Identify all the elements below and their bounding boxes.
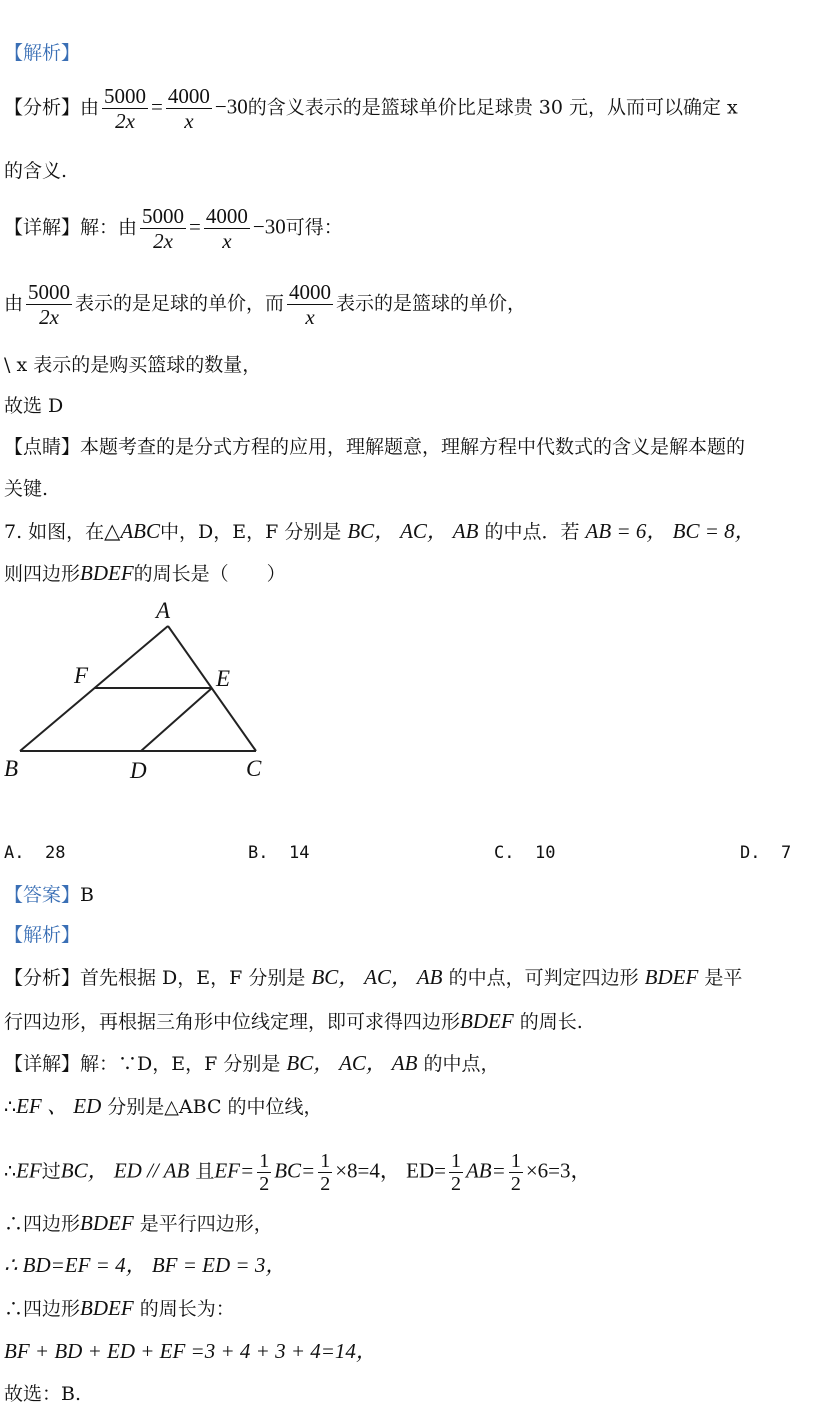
answer-line xyxy=(4,882,94,908)
option-b[interactable]: B. 14 xyxy=(248,843,310,863)
answer-label: 【答案】 xyxy=(4,884,81,906)
detail-line-3: \ x 表示的是购买篮球的数量， xyxy=(4,354,262,376)
label-b: B xyxy=(4,756,19,781)
detail-2-line-4: ∴四边形BDEF 是平行四边形， xyxy=(4,1211,273,1235)
fraction-5000-2x: $\frac{5000}{2x}$ xyxy=(104,84,147,133)
detail-line-2: 由 $\frac{5000}{2x}$ 表示的是足球的单价，而 $\frac{4000}{x}$ 表示的是篮球的单价， xyxy=(4,280,527,329)
section-label: 【点睛】 xyxy=(4,436,81,458)
question-7-line-2: 则四边形BDEF的周长是（ ） xyxy=(4,561,286,585)
section-label: 【分析】 xyxy=(4,96,81,119)
analysis-2-line-1: 【分析】首先根据 D，E，F 分别是 BC， AC， AB 的中点，可判定四边形 BDEF 是平 xyxy=(4,965,743,989)
detail-paragraph-1: 【详解】解：由 $\frac{5000}{2x}$ = $\frac{4000}{x}$ −30可得： xyxy=(4,204,343,253)
option-c[interactable]: C. 10 xyxy=(494,843,556,863)
detail-2-line-6: ∴四边形BDEF 的周长为： xyxy=(4,1296,235,1320)
detail-line-4: 故选 D xyxy=(4,395,64,417)
label-d: D xyxy=(130,758,147,783)
label-c: C xyxy=(246,756,262,781)
option-a[interactable]: A. 28 xyxy=(4,843,66,863)
analysis-2-line-2: 行四边形，再根据三角形中位线定理，即可求得四边形BDEF 的周长. xyxy=(4,1009,583,1033)
option-d[interactable]: D. 7 xyxy=(740,843,792,863)
analysis-header-2: 【解析】 xyxy=(4,924,81,946)
side-ab xyxy=(20,626,168,751)
label-f: F xyxy=(74,663,89,688)
question-7-line-1: 7. 如图，在△ABC中，D，E，F 分别是 BC， AC， AB 的中点．若 AB = 6， BC = 8， xyxy=(4,519,756,543)
detail-2-line-3: ∴EF过BC， ED // AB 且EF= $\frac{1}{2}$ BC= $\frac{1}{2}$ ×8=4， ED= $\frac{1}{2}$ AB= $\frac{1}{2}$ ×6=3， xyxy=(4,1150,592,1195)
detail-2-line-5: ∴ BD=EF = 4， BF = ED = 3， xyxy=(4,1253,287,1277)
detail-2-line-1: 【详解】解：∵D，E，F 分别是 BC， AC， AB 的中点， xyxy=(4,1051,500,1075)
side-ac xyxy=(168,626,256,751)
label-e: E xyxy=(216,666,231,691)
answer-value: B xyxy=(80,884,94,906)
analysis-paragraph-1: 【分析】由 $\frac{5000}{2x}$ = $\frac{4000}{x}$ −30的含义表示的是篮球单价比足球贵 30 元，从而可以确定 x xyxy=(4,84,738,133)
analysis-paragraph-1-cont: 的含义. xyxy=(4,160,68,182)
analysis-header: 【解析】 xyxy=(4,42,81,64)
detail-2-line-2: ∴EF 、 ED 分别是△ABC 的中位线， xyxy=(4,1094,323,1118)
section-label: 【详解】 xyxy=(4,1053,81,1075)
label-a: A xyxy=(156,598,171,623)
detail-2-line-8: 故选：B. xyxy=(4,1383,82,1405)
comment-paragraph: 【点睛】本题考查的是分式方程的应用，理解题意，理解方程中代数式的含义是解本题的 xyxy=(4,436,746,458)
detail-2-line-7: BF + BD + ED + EF =3 + 4 + 3 + 4=14， xyxy=(4,1339,377,1363)
section-label: 【详解】 xyxy=(4,216,81,239)
fraction-4000-x: $\frac{4000}{x}$ xyxy=(167,84,210,133)
segment-ed xyxy=(141,688,212,751)
section-label: 【分析】 xyxy=(4,967,81,989)
triangle-lines xyxy=(20,626,256,751)
comment-paragraph-cont: 关键. xyxy=(4,478,49,500)
